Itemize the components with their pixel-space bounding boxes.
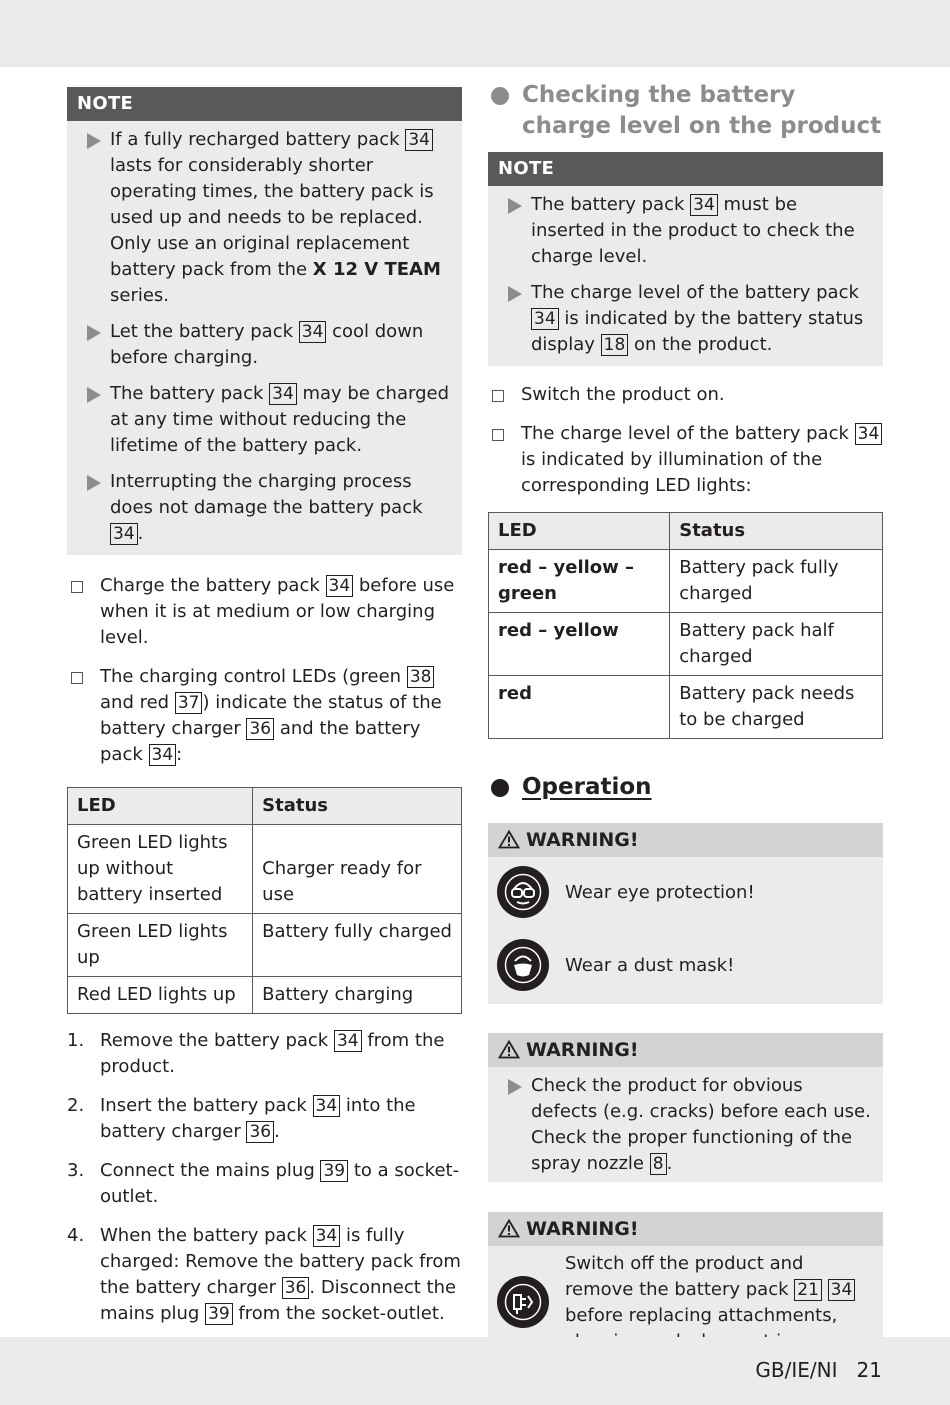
note-box (488, 152, 883, 366)
table-header-row (68, 788, 462, 825)
note-item: The battery pack 34 must be inserted in the product to check the charge level. (498, 192, 873, 270)
warning-row (488, 857, 883, 930)
table-row (68, 977, 462, 1014)
instruction-item: The charging control LEDs (green 38 and red 37 ) indicate the status of the battery charger 36 and the battery pack 34 : (67, 664, 462, 768)
square-bullet-icon (71, 672, 83, 684)
unplug-icon (497, 1276, 549, 1328)
step-item: 4. When the battery pack 34 is fully charged: Remove the battery pack from the battery charger 36 . Disconnect the mains plug 39 from the socket-outlet. (67, 1225, 461, 1324)
reference-number: 38 (407, 666, 435, 688)
section-bullet-icon (491, 779, 509, 797)
reference-number: 34 (313, 1095, 341, 1117)
triangle-bullet-icon (87, 387, 101, 403)
reference-number: 34 (110, 523, 138, 545)
square-bullet-icon (492, 429, 504, 441)
triangle-bullet-icon (87, 475, 101, 491)
battery-led-table (488, 512, 883, 739)
reference-number: 34 (405, 129, 433, 151)
section-heading-charge-level: Checking the battery charge level on the product (488, 80, 883, 142)
note-box (67, 87, 462, 555)
instruction-item: Switch the product on. (488, 382, 883, 408)
triangle-bullet-icon (87, 325, 101, 341)
reference-number: 34 (334, 1030, 362, 1052)
warning-heading: WARNING! (488, 1212, 883, 1246)
table-row (489, 550, 883, 613)
instruction-item: Charge the battery pack 34 before use when it is at medium or low charging level. (67, 573, 462, 651)
triangle-bullet-icon (508, 286, 522, 302)
table-header-status: Status (670, 513, 883, 550)
reference-number: 34 (855, 423, 883, 445)
table-row (68, 914, 462, 977)
warning-item: Check the product for obvious defects (e.g. cracks) before each use. Check the proper functioning of the spray nozzle 8 . (498, 1073, 873, 1177)
step-item: 3. Connect the mains plug 39 to a socket-outlet. (67, 1160, 460, 1207)
reference-number: 34 (149, 744, 177, 766)
reference-number: 34 (828, 1279, 856, 1301)
warning-text: Wear eye protection! (565, 882, 755, 903)
section-heading-operation: Operation (488, 772, 883, 803)
table-header-status: Status (253, 788, 462, 825)
table-cell: red – yellow – green (489, 550, 670, 613)
reference-number: 37 (175, 692, 203, 714)
reference-number: 21 (794, 1279, 822, 1301)
note-item: Interrupting the charging process does not damage the battery pack 34 . (77, 469, 452, 547)
warning-triangle-icon (498, 1219, 520, 1238)
warning-text: Switch off the product and remove the battery pack 21 34 before replacing attachments, (565, 1251, 875, 1355)
table-cell: Green LED lights up (68, 914, 253, 977)
step-number: 2. (67, 1095, 85, 1116)
reference-number: 8 (650, 1153, 667, 1175)
table-row (489, 676, 883, 739)
table-cell: Green LED lights up without battery inserted (68, 825, 253, 914)
table-row (489, 613, 883, 676)
section-bullet-icon (491, 87, 509, 105)
series-name: X 12 V TEAM (312, 259, 441, 280)
reference-number: 34 (531, 308, 559, 330)
warning-box-ppe (488, 823, 883, 1004)
table-header-led: LED (489, 513, 670, 550)
table-cell: red – yellow (489, 613, 670, 676)
step-number: 4. (67, 1225, 85, 1246)
reference-number: 34 (299, 321, 327, 343)
table-cell: Battery pack fully charged (670, 550, 883, 613)
dust-mask-icon (497, 939, 549, 991)
note-item: Let the battery pack 34 cool down before charging. (77, 319, 452, 371)
note-item: If a fully recharged battery pack 34 lasts for considerably shorter operating times, the battery pack is used up and needs to be replaced. Only use an original replacement battery pack from the X 12 V TEAM series. (77, 127, 452, 309)
table-cell: Battery charging (253, 977, 462, 1014)
table-header-led: LED (68, 788, 253, 825)
warning-triangle-icon (498, 1040, 520, 1059)
table-cell: Battery fully charged (253, 914, 462, 977)
page-footer: GB/IE/NI 21 (755, 1358, 882, 1382)
table-cell: Battery pack half charged (670, 613, 883, 676)
note-item: The charge level of the battery pack 34 is indicated by the battery status display 18 on the product. (498, 280, 873, 358)
table-header-row (489, 513, 883, 550)
warning-heading: WARNING! (488, 823, 883, 857)
table-cell: Battery pack needs to be charged (670, 676, 883, 739)
warning-heading: WARNING! (488, 1033, 883, 1067)
warning-box-inspection (488, 1033, 883, 1182)
reference-number: 34 (313, 1225, 341, 1247)
step-number: 3. (67, 1160, 85, 1181)
triangle-bullet-icon (87, 133, 101, 149)
reference-number: 39 (205, 1303, 233, 1325)
reference-number: 34 (690, 194, 718, 216)
reference-number: 36 (246, 718, 274, 740)
charger-led-table (67, 787, 462, 1014)
note-heading: NOTE (488, 152, 883, 186)
left-column (67, 87, 462, 1340)
table-row (68, 825, 462, 914)
warning-text: Wear a dust mask! (565, 955, 735, 976)
triangle-bullet-icon (508, 1079, 522, 1095)
square-bullet-icon (71, 581, 83, 593)
warning-triangle-icon (498, 830, 520, 849)
reference-number: 18 (601, 334, 629, 356)
reference-number: 34 (326, 575, 354, 597)
step-item: 2. Insert the battery pack 34 into the battery charger 36 . (67, 1095, 416, 1142)
table-cell: red (489, 676, 670, 739)
reference-number: 34 (269, 383, 297, 405)
top-band (0, 0, 950, 67)
reference-number: 36 (282, 1277, 310, 1299)
triangle-bullet-icon (508, 198, 522, 214)
reference-number: 39 (320, 1160, 348, 1182)
table-cell: Charger ready for use (253, 825, 462, 914)
note-item: The battery pack 34 may be charged at any time without reducing the lifetime of the battery pack. (77, 381, 452, 459)
eye-protection-icon (497, 866, 549, 918)
step-number: 1. (67, 1030, 85, 1051)
right-column (488, 80, 883, 1358)
note-heading: NOTE (67, 87, 462, 121)
warning-row (488, 930, 883, 1003)
square-bullet-icon (492, 390, 504, 402)
step-item: 1. Remove the battery pack 34 from the product. (67, 1030, 445, 1077)
instruction-item: The charge level of the battery pack 34 is indicated by illumination of the corresponding LED lights: (488, 421, 883, 499)
reference-number: 36 (246, 1121, 274, 1143)
table-cell: Red LED lights up (68, 977, 253, 1014)
